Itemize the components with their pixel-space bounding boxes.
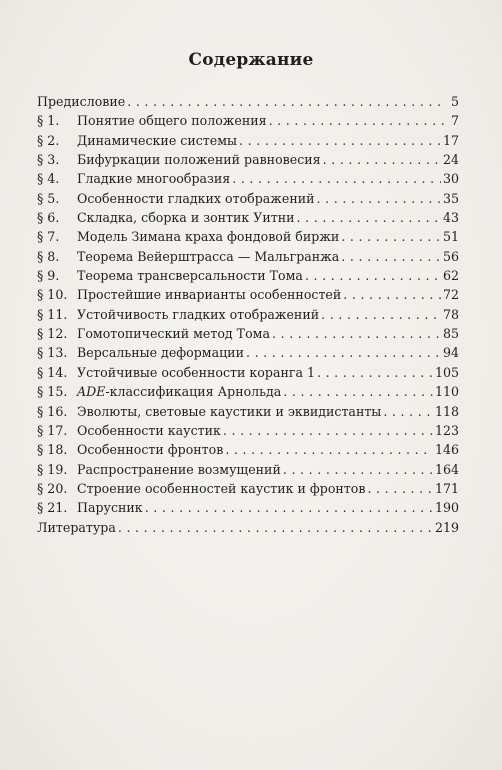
toc-entry-page: 17 bbox=[442, 132, 459, 148]
toc-entry-page: 110 bbox=[434, 384, 459, 400]
toc-entry-title: Теорема Вейерштрасса — Мальгранжа bbox=[77, 248, 340, 264]
toc-entry-number: § 13. bbox=[37, 345, 68, 361]
toc-leader-dots bbox=[297, 208, 441, 227]
toc-leader-dots bbox=[383, 402, 433, 421]
toc-entry-page: 5 bbox=[450, 94, 459, 109]
toc-entry-number: § 18. bbox=[37, 442, 68, 458]
toc-entry-number: § 3. bbox=[37, 152, 60, 168]
toc-entry-title: Устойчивые особенности коранга 1 bbox=[77, 364, 315, 380]
toc-entry-title: Динамические системы bbox=[77, 132, 238, 148]
toc-entry-title: Особенности каустик bbox=[77, 422, 221, 438]
toc-entry bbox=[37, 479, 459, 498]
toc-entry bbox=[37, 343, 459, 362]
toc-leader-dots bbox=[341, 247, 441, 266]
toc-entry-title: Особенности фронтов bbox=[77, 442, 224, 458]
toc-entry-page: 7 bbox=[450, 113, 459, 129]
toc-entry-title: Эволюты, световые каустики и эквидистанты bbox=[77, 403, 382, 419]
toc-leader-dots bbox=[341, 227, 441, 246]
toc-entry-title: ADE-классификация Арнольда bbox=[77, 384, 282, 400]
toc-entry-number: § 15. bbox=[37, 384, 68, 400]
toc-entry bbox=[37, 247, 459, 266]
toc-entry-number: § 4. bbox=[37, 171, 60, 187]
toc-entry-title: Предисловие bbox=[37, 94, 126, 109]
toc-entry-number: § 6. bbox=[37, 210, 60, 226]
toc-leader-dots bbox=[272, 324, 441, 343]
toc-entry-title: Распространение возмущений bbox=[77, 461, 281, 477]
toc-leader-dots bbox=[232, 169, 441, 188]
toc-entry bbox=[37, 208, 459, 227]
toc-entry-title: Особенности гладких отображений bbox=[77, 190, 315, 206]
toc-entry-page: 164 bbox=[434, 461, 459, 477]
toc-entry-number: § 20. bbox=[37, 480, 68, 496]
toc-leader-dots bbox=[269, 111, 445, 130]
toc-entry-page: 62 bbox=[442, 268, 459, 284]
toc-entry-title: Гладкие многообразия bbox=[77, 171, 231, 187]
table-of-contents bbox=[37, 92, 459, 537]
toc-entry-title: Гомотопический метод Тома bbox=[77, 326, 270, 342]
toc-leader-dots bbox=[317, 189, 441, 208]
toc-entry-title: Версальные деформации bbox=[77, 345, 244, 361]
toc-entry-page: 35 bbox=[442, 190, 459, 206]
toc-entry-number: § 5. bbox=[37, 190, 60, 206]
toc-entry bbox=[37, 324, 459, 343]
toc-entry-page: 105 bbox=[434, 364, 459, 380]
toc-entry-page: 118 bbox=[434, 403, 459, 419]
toc-entry bbox=[37, 440, 459, 459]
toc-entry-number: § 9. bbox=[37, 268, 60, 284]
toc-leader-dots bbox=[223, 421, 433, 440]
toc-entry-page: 171 bbox=[434, 480, 459, 496]
toc-entry-page: 94 bbox=[442, 345, 459, 361]
toc-entry-title: Устойчивость гладких отображений bbox=[77, 306, 320, 322]
toc-entry-number: § 17. bbox=[37, 422, 68, 438]
toc-leader-dots bbox=[283, 460, 433, 479]
toc-leader-dots bbox=[127, 92, 445, 111]
toc-leader-dots bbox=[246, 343, 441, 362]
toc-entry bbox=[37, 460, 459, 479]
toc-leader-dots bbox=[323, 150, 441, 169]
toc-entry bbox=[37, 518, 459, 537]
toc-entry-title: Модель Зимана краха фондовой биржи bbox=[77, 229, 340, 245]
toc-entry-number: § 16. bbox=[37, 403, 68, 419]
toc-entry-number: § 1. bbox=[37, 113, 60, 129]
toc-entry-number: § 14. bbox=[37, 364, 68, 380]
toc-entry bbox=[37, 285, 459, 304]
toc-entry-number: § 2. bbox=[37, 132, 60, 148]
toc-entry-title: Понятие общего положения bbox=[77, 113, 267, 129]
toc-entry bbox=[37, 266, 459, 285]
toc-entry bbox=[37, 402, 459, 421]
toc-entry-page: 219 bbox=[434, 519, 459, 535]
toc-entry-number: § 19. bbox=[37, 461, 68, 477]
toc-leader-dots bbox=[239, 131, 441, 150]
toc-leader-dots bbox=[283, 382, 433, 401]
toc-entry-title: Складка, сборка и зонтик Уитни bbox=[77, 210, 295, 226]
toc-entry-title: Литература bbox=[37, 519, 116, 535]
toc-entry bbox=[37, 131, 459, 150]
toc-leader-dots bbox=[305, 266, 441, 285]
toc-entry-page: 56 bbox=[442, 248, 459, 264]
toc-entry bbox=[37, 150, 459, 169]
toc-entry-page: 43 bbox=[442, 210, 459, 226]
toc-entry bbox=[37, 382, 459, 401]
toc-entry-title: Теорема трансверсальности Тома bbox=[77, 268, 303, 284]
toc-leader-dots bbox=[225, 440, 433, 459]
toc-entry-number: § 21. bbox=[37, 500, 68, 516]
toc-entry-page: 78 bbox=[442, 306, 459, 322]
toc-entry-page: 190 bbox=[434, 500, 459, 516]
toc-entry-number: § 7. bbox=[37, 229, 60, 245]
toc-entry-page: 51 bbox=[442, 229, 459, 245]
toc-entry bbox=[37, 498, 459, 517]
toc-entry bbox=[37, 227, 459, 246]
toc-entry-page: 146 bbox=[434, 442, 459, 458]
toc-entry bbox=[37, 169, 459, 188]
page-title: Содержание bbox=[188, 50, 314, 70]
toc-entry-page: 85 bbox=[442, 326, 459, 342]
toc-entry-title: Строение особенностей каустик и фронтов bbox=[77, 480, 366, 496]
toc-entry-number: § 8. bbox=[37, 248, 60, 264]
toc-entry-number: § 11. bbox=[37, 306, 68, 322]
toc-entry bbox=[37, 111, 459, 130]
toc-leader-dots bbox=[145, 498, 433, 517]
toc-entry bbox=[37, 421, 459, 440]
toc-leader-dots bbox=[321, 305, 441, 324]
toc-entry bbox=[37, 189, 459, 208]
toc-leader-dots bbox=[317, 363, 433, 382]
toc-leader-dots bbox=[343, 285, 441, 304]
toc-entry bbox=[37, 92, 459, 111]
toc-entry-number: § 10. bbox=[37, 287, 68, 303]
toc-leader-dots bbox=[118, 518, 433, 537]
toc-entry-number: § 12. bbox=[37, 326, 68, 342]
toc-entry-page: 24 bbox=[442, 152, 459, 168]
toc-entry-page: 72 bbox=[442, 287, 459, 303]
toc-entry-page: 30 bbox=[442, 171, 459, 187]
toc-entry-title: Бифуркации положений равновесия bbox=[77, 152, 321, 168]
toc-leader-dots bbox=[367, 479, 433, 498]
toc-entry-title: Парусник bbox=[77, 500, 143, 516]
toc-entry-page: 123 bbox=[434, 422, 459, 438]
toc-entry bbox=[37, 305, 459, 324]
toc-entry bbox=[37, 363, 459, 382]
toc-entry-title: Простейшие инварианты особенностей bbox=[77, 287, 342, 303]
